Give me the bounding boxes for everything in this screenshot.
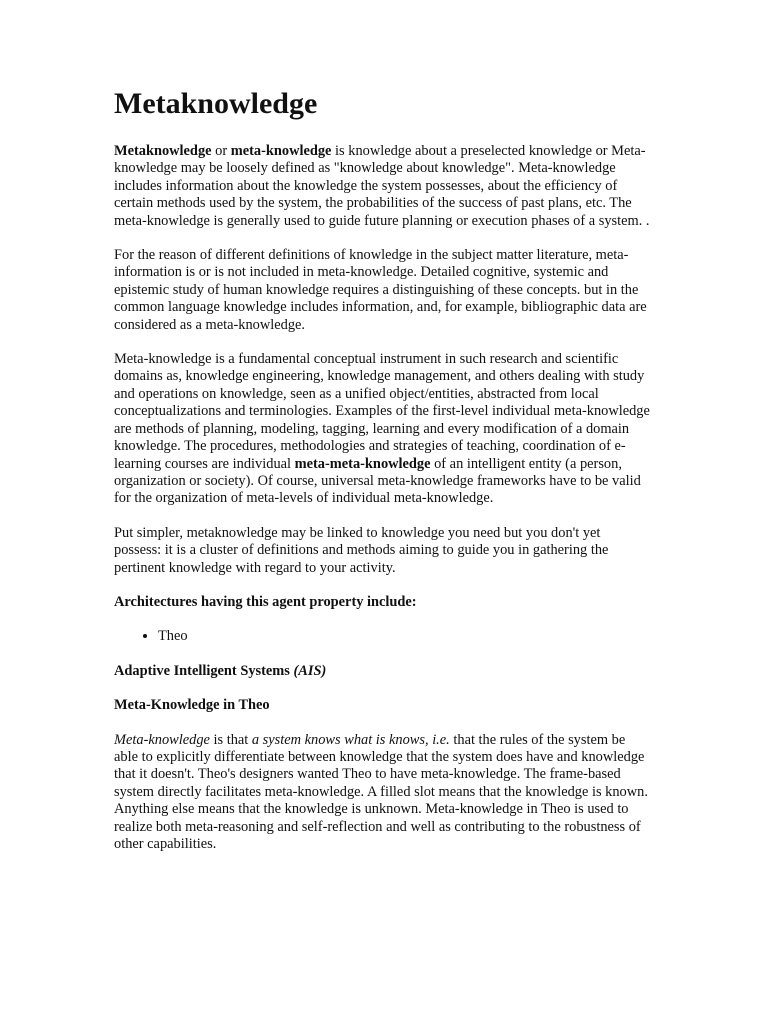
intro-text-1: or	[211, 143, 231, 159]
theo-text-2: ,	[424, 731, 433, 748]
list-item: • Theo	[158, 628, 650, 645]
term-meta-meta-knowledge: meta-meta-knowledge	[294, 455, 431, 472]
instrument-text-2: of an intelligent entity (a person, organization or society). Of course, universal meta-knowledge frameworks have to be valid for the organization of meta-levels of individual meta-knowledge.	[114, 455, 641, 507]
definitions-paragraph: For the reason of different definitions of knowledge in the subject matter literature, meta-information is or is not included in meta-knowledge. Detailed cognitive, systemic and epistemic study of human knowledge requires a distinguishing of these concepts. but in the common language knowledge includes information, and, for example, bibliographic data are considered as a meta-knowledge.	[114, 247, 647, 333]
architectures-list	[114, 628, 650, 645]
architectures-heading: Architectures having this agent property include:	[114, 593, 417, 610]
intro-text-2: is knowledge about a preselected knowledge or Meta-knowledge may be loosely defined as "knowledge about knowledge". Meta-knowledge includes information about the knowledge the system possesses, about the efficiency of certain methods used by the system, the probabilities of the success of past plans, etc. The meta-knowledge is generally used to guide future planning or execution phases of a system. .	[114, 143, 650, 229]
instrument-text-1: Meta-knowledge is a fundamental conceptual instrument in such research and scientific domains as, knowledge engineering, knowledge management, and others dealing with study and operations on knowledge, seen as a unified object/entities, abstracted from local conceptualizations and terminologies. Examples of the first-level individual meta-knowledge are methods of planning, modeling, tagging, learning and every modification of a domain knowledge. The procedures, methodologies and strategies of teaching, coordination of e-learning courses are individual	[114, 351, 650, 472]
theo-ie: i.e.	[432, 731, 450, 748]
theo-text-1: is that	[209, 731, 252, 748]
theo-phrase: a system knows what is knows	[251, 731, 425, 748]
instrument-paragraph	[114, 351, 650, 508]
theo-heading: Meta-Knowledge in Theo	[114, 697, 270, 714]
page-title: Metaknowledge	[114, 87, 318, 120]
theo-text-3: that the rules of the system be able to explicitly differentiate between knowledge that the system does have and knowledge that it doesn't. Theo's designers wanted Theo to have meta-knowledge. The frame-based system directly facilitates meta-knowledge. A filled slot means that the knowledge is known. Anything else means that the knowledge is unknown. Meta-knowledge in Theo is used to realize both meta-reasoning and self-reflection and well as contributing to the robustness of other capabilities.	[114, 731, 648, 852]
simpler-paragraph: Put simpler, metaknowledge may be linked to knowledge you need but you don't yet possess: it is a cluster of definitions and methods aiming to guide you in gathering the pertinent knowledge with regard to your activity.	[114, 524, 609, 576]
intro-paragraph	[114, 143, 650, 230]
term-metaknowledge: Metaknowledge	[114, 143, 212, 159]
ais-heading-text: Adaptive Intelligent Systems	[114, 662, 294, 679]
term-meta-knowledge: meta-knowledge	[230, 143, 332, 159]
theo-paragraph	[114, 732, 650, 854]
ais-heading	[114, 663, 650, 680]
ais-abbreviation: (AIS)	[293, 662, 327, 679]
theo-term: Meta-knowledge	[114, 731, 210, 748]
